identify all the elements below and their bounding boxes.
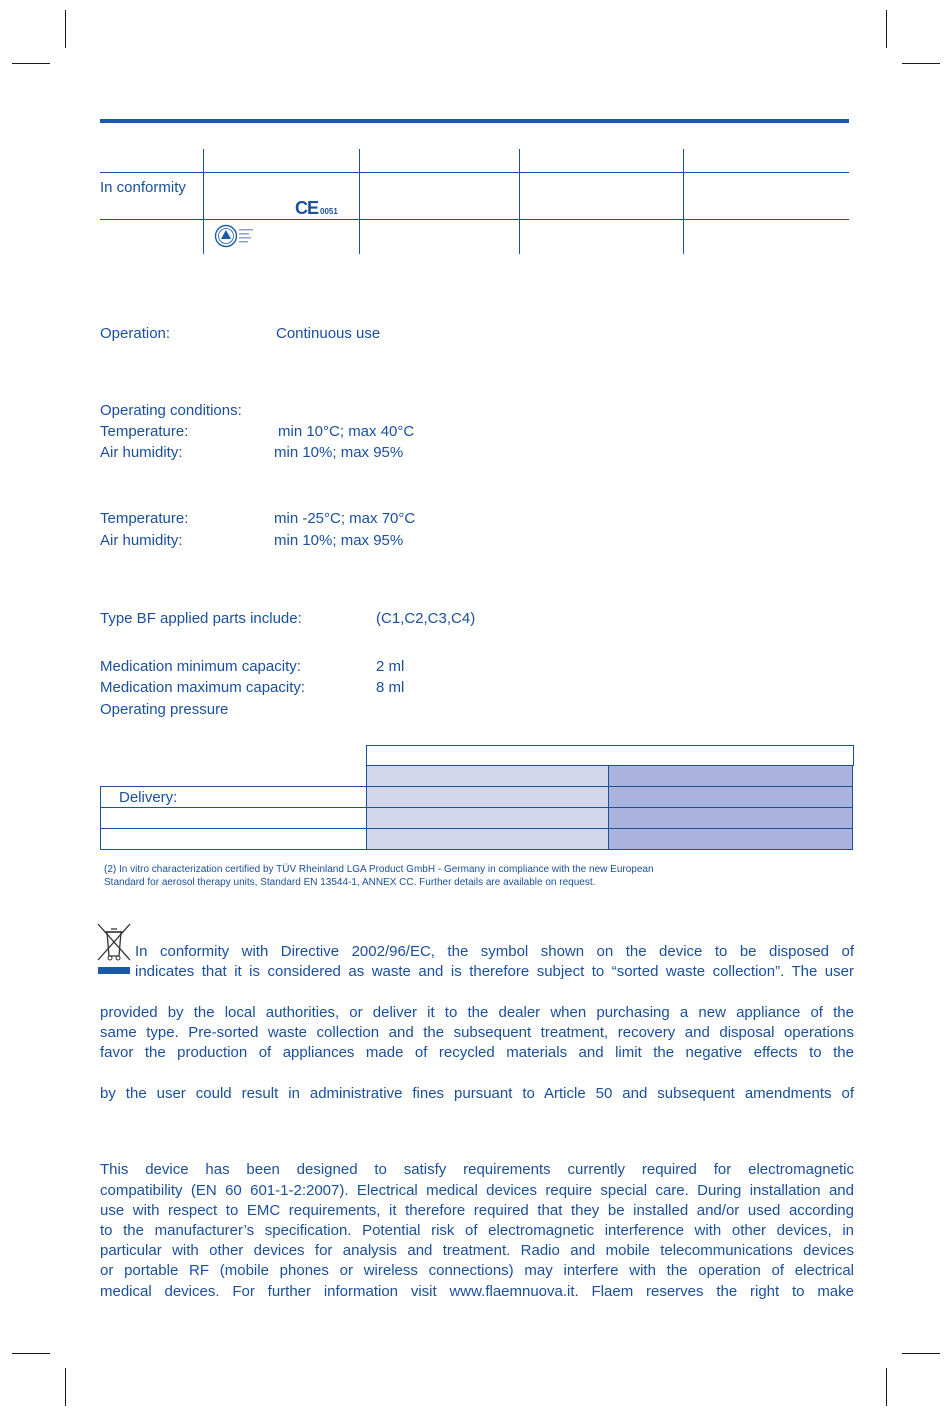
emc-line: particular with other devices for analysis and treatment. Radio and mobile telecommunications devices <box>100 1242 854 1259</box>
footnote <box>104 863 654 889</box>
storage-humidity-value: min 10%; max 95% <box>274 532 404 549</box>
weee-line: same type. Pre-sorted waste collection and the subsequent treatment, recovery and disposal operations <box>100 1024 854 1041</box>
header-rule <box>100 119 849 123</box>
weee-line: indicates that it is considered as waste and is therefore subject to “sorted waste collection”. The user <box>135 963 854 980</box>
max-capacity-value: 8 ml <box>376 679 405 696</box>
humidity-label: Air humidity: <box>100 444 183 461</box>
bin-underline-bar <box>98 967 130 974</box>
humidity-value: min 10%; max 95% <box>274 444 404 461</box>
weee-line: by the user could result in administrative fines pursuant to Article 50 and subsequent amendments of <box>100 1085 854 1102</box>
max-capacity-label: Medication maximum capacity: <box>100 679 306 696</box>
table-divider <box>359 149 360 254</box>
crop-mark <box>886 10 887 48</box>
emc-line: to the manufacturer’s specification. Potential risk of electromagnetic interference with other devices, in <box>100 1222 854 1239</box>
crop-mark <box>65 10 66 48</box>
weee-line: In conformity with Directive 2002/96/EC, the symbol shown on the device to be disposed of <box>135 943 854 960</box>
crop-mark <box>12 1353 50 1354</box>
min-capacity-label: Medication minimum capacity: <box>100 658 301 675</box>
table-divider <box>203 149 204 254</box>
temperature-label: Temperature: <box>100 423 189 440</box>
bf-parts-label: Type BF applied parts include: <box>100 610 302 627</box>
table-row <box>101 808 853 829</box>
crop-mark <box>886 1368 887 1406</box>
bf-parts-value: (C1,C2,C3,C4) <box>376 610 476 627</box>
storage-temperature-label: Temperature: <box>100 510 189 527</box>
table-divider <box>100 172 849 173</box>
ce-mark-logo <box>295 198 338 219</box>
operating-conditions-label: Operating conditions: <box>100 402 242 419</box>
crossed-bin-icon <box>96 922 132 962</box>
crop-mark <box>65 1368 66 1406</box>
delivery-label: Delivery: <box>101 787 367 808</box>
footnote-line: (2) In vitro characterization certified by TÜV Rheinland LGA Product GmbH - Germany in compliance with the new European <box>104 864 654 875</box>
ce-number: 0051 <box>320 207 338 216</box>
emc-line: or portable RF (mobile phones or wireless connections) may interfere with the operation of electrical <box>100 1262 854 1279</box>
weee-line: provided by the local authorities, or deliver it to the dealer when purchasing a new appliance of the <box>100 1004 854 1021</box>
table-row <box>101 766 853 787</box>
crop-mark <box>902 63 940 64</box>
table-divider <box>683 149 684 254</box>
storage-temperature-value: min -25°C; max 70°C <box>274 510 416 527</box>
emc-line: use with respect to EMC requirements, it therefore required that they be installed and/or used according <box>100 1202 854 1219</box>
emc-line: medical devices. For further information visit www.flaemnuova.it. Flaem reserves the right to make <box>100 1283 854 1300</box>
temperature-value: min 10°C; max 40°C <box>278 423 415 440</box>
min-capacity-value: 2 ml <box>376 658 405 675</box>
certification-logo-icon <box>214 224 264 248</box>
emc-line: compatibility (EN 60 601-1-2:2007). Electrical medical devices require special care. During installation and <box>100 1182 854 1199</box>
table-divider <box>100 219 849 220</box>
crop-mark <box>902 1353 940 1354</box>
crop-mark <box>12 63 50 64</box>
operation-value: Continuous use <box>276 325 381 342</box>
footnote-line: Standard for aerosol therapy units, Standard EN 13544-1, ANNEX CC. Further details are available on request. <box>104 877 596 888</box>
table-row <box>101 829 853 850</box>
table-row <box>101 787 853 808</box>
storage-humidity-label: Air humidity: <box>100 532 183 549</box>
operation-label: Operation: <box>100 325 171 342</box>
operating-pressure-label: Operating pressure <box>100 701 229 718</box>
ce-mark: CE <box>295 198 319 218</box>
delivery-table-header <box>366 745 854 766</box>
conformity-label: In conformity <box>100 179 186 196</box>
table-divider <box>519 149 520 254</box>
emc-line: This device has been designed to satisfy requirements currently required for electromagnetic <box>100 1161 854 1178</box>
weee-line: favor the production of appliances made of recycled materials and limit the negative effects to the <box>100 1044 854 1061</box>
delivery-table-grid <box>100 765 853 850</box>
